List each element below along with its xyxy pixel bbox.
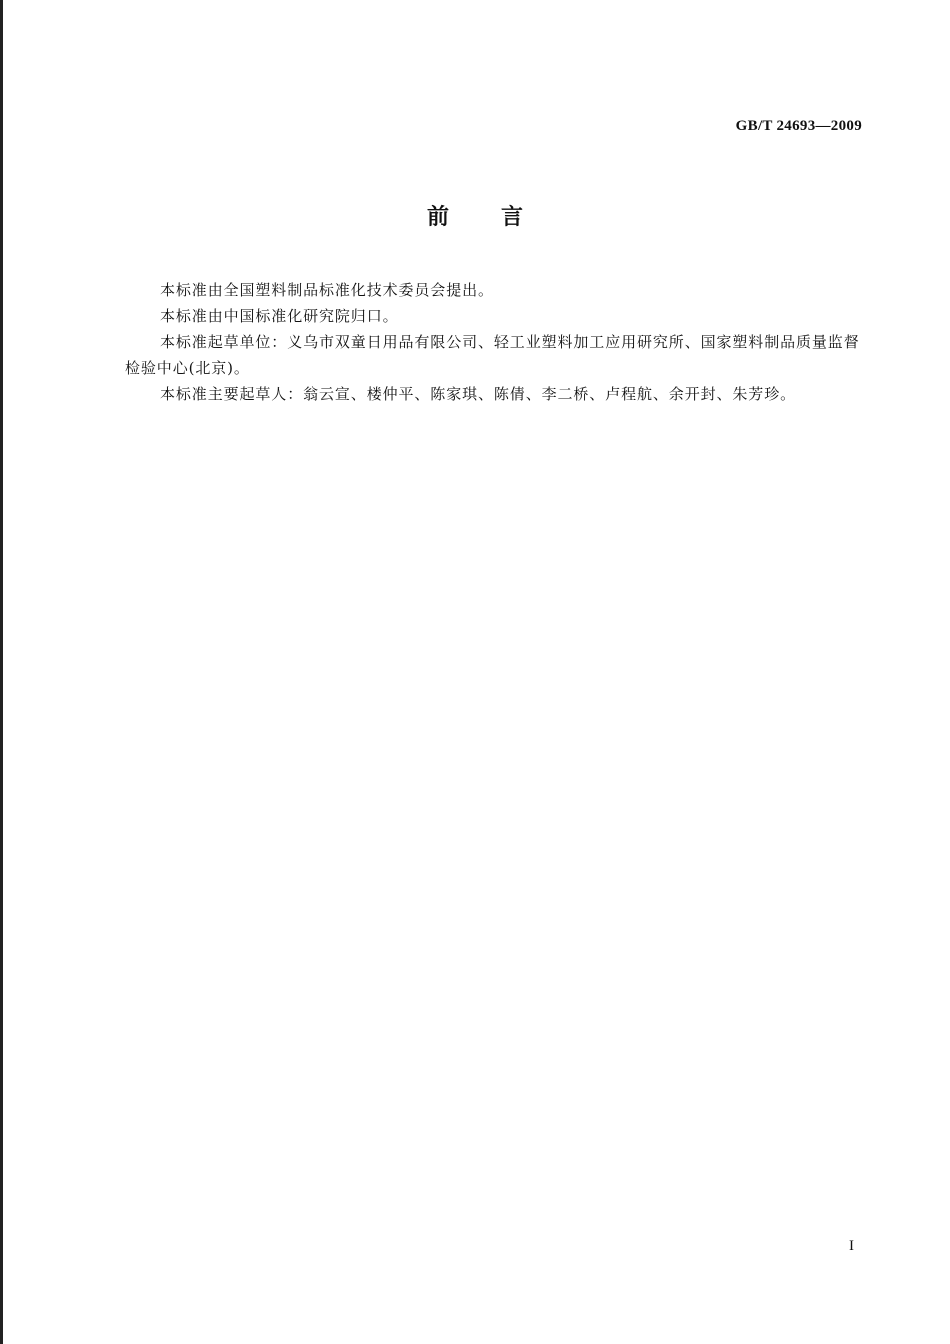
paragraph: 本标准主要起草人：翁云宣、楼仲平、陈家琪、陈倩、李二桥、卢程航、余开封、朱芳珍。 (160, 385, 797, 403)
paragraph: 本标准由全国塑料制品标准化技术委员会提出。 (160, 281, 494, 299)
page-number: I (849, 1238, 854, 1254)
page-title (0, 200, 950, 231)
title-char: 言 (501, 204, 524, 230)
paragraph: 本标准起草单位：义乌市双童日用品有限公司、轻工业塑料加工应用研究所、国家塑料制品质量监督检验中心(北京)。 (125, 333, 860, 377)
foreword-body (125, 277, 865, 407)
standard-number: GB/T 24693—2009 (735, 118, 862, 134)
title-char: 前 (426, 204, 449, 230)
paragraph: 本标准由中国标准化研究院归口。 (160, 307, 399, 325)
